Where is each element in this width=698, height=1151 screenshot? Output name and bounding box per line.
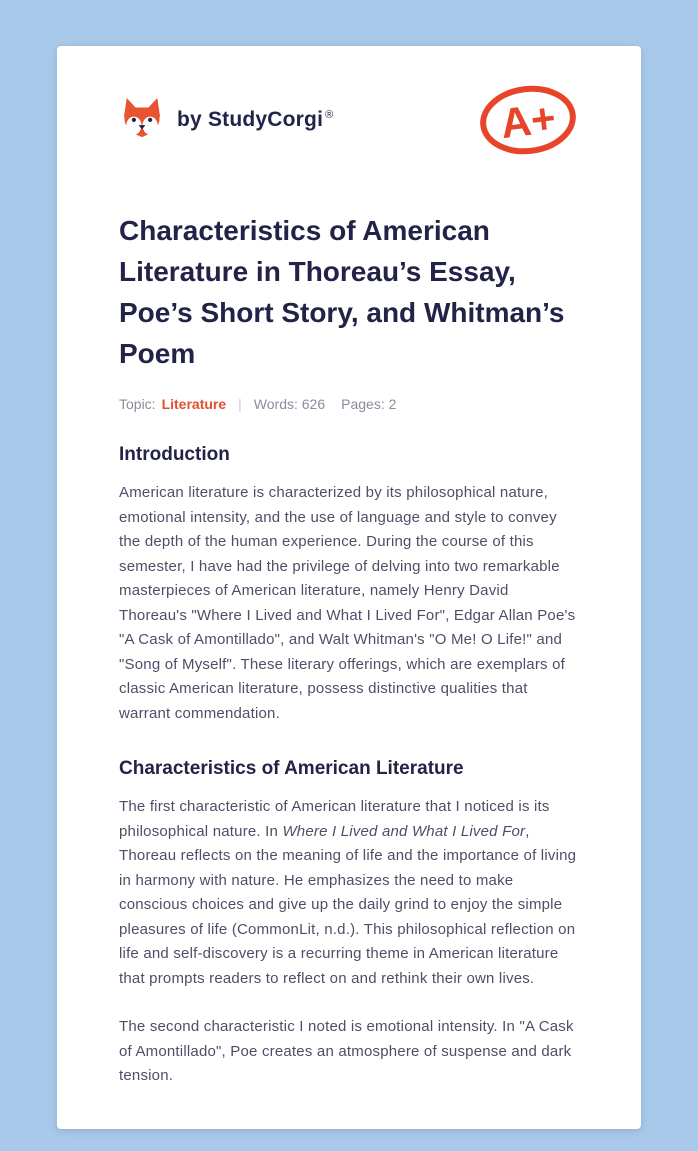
characteristics-paragraph-2: The second characteristic I noted is emotional intensity. In "A Cask of Amontillado", Poe creates an atmosphere of suspense and dark tension. — [119, 1018, 574, 1084]
document-meta — [119, 396, 579, 412]
brand — [119, 97, 333, 144]
paragraph-text: , Thoreau reflects on the meaning of life and the importance of living in harmony with nature. He emphasizes the need to make conscious choices and give up the daily grind to enjoy the simple pleasures of life (CommonLit, n.d.). This philosophical reflection on life and self-discovery is a recurring theme in American literature that prompts readers to reflect on and rethink their own lives. — [119, 822, 577, 987]
intro-paragraph: American literature is characterized by its philosophical nature, emotional intensity, and the use of language and style to convey the depth of the human experience. During the course of this semester, I have had the privilege of delving into two remarkable masterpieces of American literature, namely Henry David Thoreau's "Where I Lived and What I Lived For", Edgar Allan Poe's "A Cask of Amontillado", and Walt Whitman's "O Me! O Life!" and "Song of Myself". These literary offerings, which are exemplars of classic American literature, possess distinctive qualities that warrant commendation. — [119, 484, 576, 722]
words-count: Words: 626 — [253, 396, 326, 412]
pages-count: Pages: 2 — [341, 396, 397, 412]
book-title-italic: Where I Lived and What I Lived For — [282, 822, 526, 840]
brand-name: by StudyCorgi ® — [177, 108, 334, 131]
page-title: Characteristics of American Literature in Thoreau’s Essay, Poe’s Short Story, and Whitman’s Poem — [119, 215, 565, 369]
registered-mark: ® — [325, 109, 334, 121]
paragraph-text: The first characteristic of American literature that I noticed is its philosophical nature. In — [119, 798, 550, 840]
svg-text:A+: A+ — [497, 93, 559, 148]
section-heading-characteristics: Characteristics of American Literature — [119, 758, 464, 779]
characteristics-paragraph-1 — [119, 795, 579, 991]
meta-separator: | — [238, 396, 242, 412]
topic-link[interactable]: Literature — [161, 396, 227, 412]
section-heading-introduction: Introduction — [119, 444, 230, 465]
topic-label: Topic: — [119, 396, 156, 412]
document-card — [57, 46, 641, 1129]
corgi-logo-icon — [119, 97, 165, 144]
a-plus-grade-icon — [477, 82, 579, 158]
document-header — [119, 82, 579, 158]
